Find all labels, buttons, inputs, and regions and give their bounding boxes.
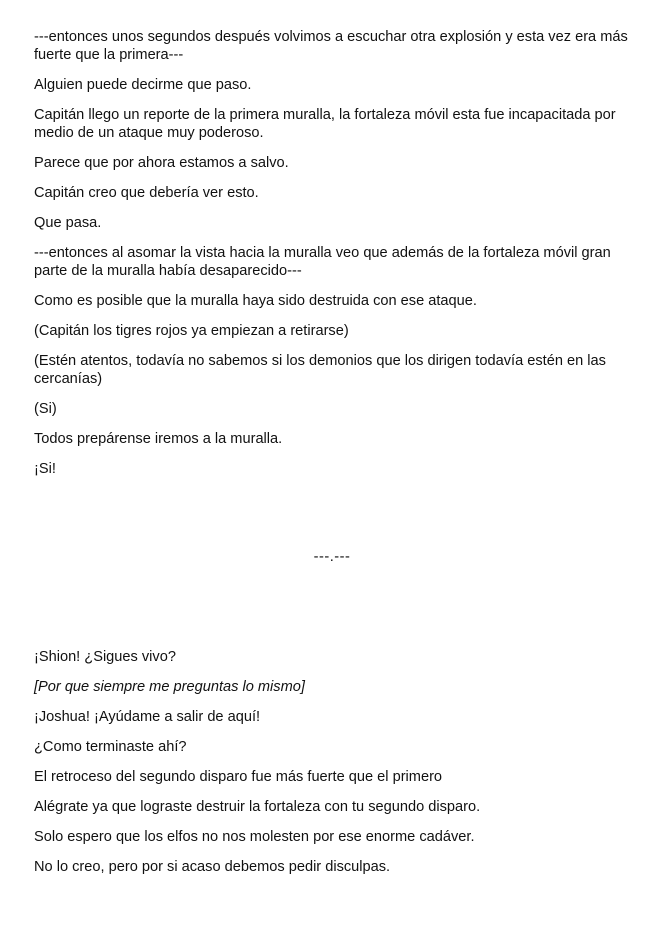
italic-paragraph: [Por que siempre me preguntas lo mismo] bbox=[34, 679, 305, 695]
scene-separator: ---.--- bbox=[313, 549, 351, 565]
paragraph: Que pasa. bbox=[34, 215, 102, 231]
paragraph: Alégrate ya que lograste destruir la fortaleza con tu segundo disparo. bbox=[34, 799, 481, 815]
document-page bbox=[34, 28, 630, 888]
paragraph: Capitán llego un reporte de la primera muralla, la fortaleza móvil esta fue incapacitada por medio de un ataque muy poderoso. bbox=[34, 107, 616, 141]
paragraph: Alguien puede decirme que paso. bbox=[34, 77, 252, 93]
paragraph: Todos prepárense iremos a la muralla. bbox=[34, 431, 283, 447]
paragraph: Solo espero que los elfos no nos molesten por ese enorme cadáver. bbox=[34, 829, 475, 845]
paragraph: (Estén atentos, todavía no sabemos si los demonios que los dirigen todavía estén en las cercanías) bbox=[34, 353, 606, 387]
paragraph: ¡Si! bbox=[34, 461, 56, 477]
paragraph: Capitán creo que debería ver esto. bbox=[34, 185, 259, 201]
paragraph: No lo creo, pero por si acaso debemos pedir disculpas. bbox=[34, 859, 391, 875]
paragraph: El retroceso del segundo disparo fue más fuerte que el primero bbox=[34, 769, 443, 785]
paragraph: (Capitán los tigres rojos ya empiezan a retirarse) bbox=[34, 323, 349, 339]
paragraph: ¡Shion! ¿Sigues vivo? bbox=[34, 649, 176, 665]
paragraph: ¡Joshua! ¡Ayúdame a salir de aquí! bbox=[34, 709, 261, 725]
paragraph: ¿Como terminaste ahí? bbox=[34, 739, 187, 755]
paragraph: (Si) bbox=[34, 401, 57, 417]
paragraph: Parece que por ahora estamos a salvo. bbox=[34, 155, 289, 171]
paragraph: ---entonces unos segundos después volvimos a escuchar otra explosión y esta vez era más fuerte que la primera--- bbox=[34, 29, 628, 63]
paragraph: ---entonces al asomar la vista hacia la muralla veo que además de la fortaleza móvil gran parte de la muralla había desaparecido--- bbox=[34, 245, 611, 279]
paragraph: Como es posible que la muralla haya sido destruida con ese ataque. bbox=[34, 293, 477, 309]
